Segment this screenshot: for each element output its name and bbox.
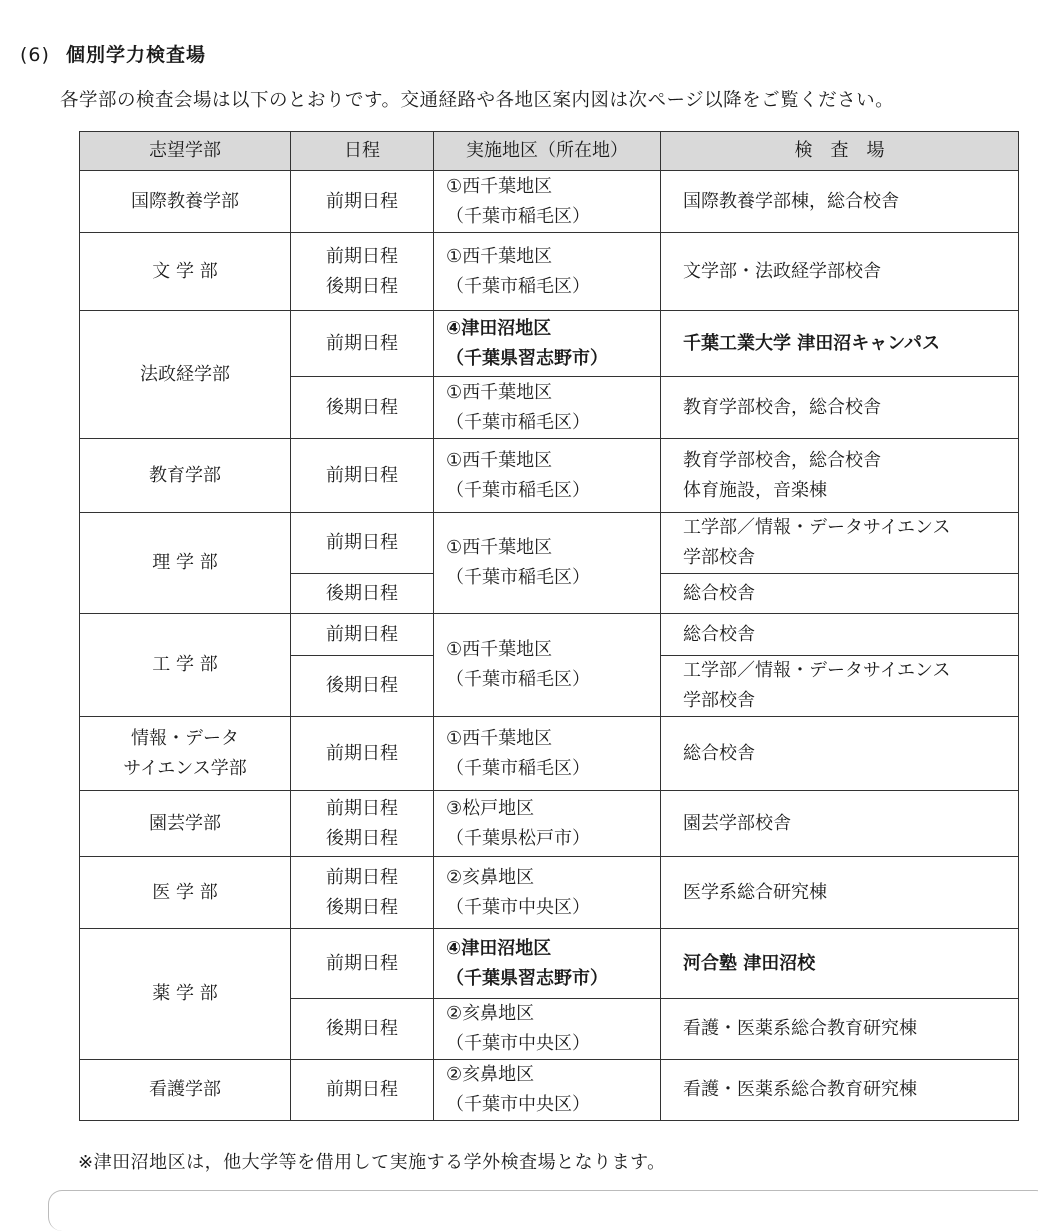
faculty-line: 園芸学部 (149, 812, 221, 834)
faculty-line: 教育学部 (149, 464, 221, 486)
district-line: （千葉県習志野市） (446, 347, 608, 369)
schedule-cell (291, 1060, 434, 1121)
district-line: （千葉市稲毛区） (446, 411, 590, 433)
district-line: ①西千葉地区 (446, 727, 553, 749)
district-cell (434, 791, 661, 857)
venue-cell (661, 614, 1019, 656)
schedule-cell (291, 929, 434, 999)
venue-line: 看護・医薬系総合教育研究棟 (683, 1079, 917, 1100)
district-line: ①西千葉地区 (446, 449, 553, 471)
venue-line: 教育学部校舎，総合校舎 (683, 396, 881, 418)
faculty-line: 情報・データ (131, 727, 239, 749)
schedule-cell (291, 857, 434, 929)
schedule-cell (291, 377, 434, 439)
district-line: （千葉市中央区） (446, 1094, 590, 1115)
schedule-line: 前期日程 (326, 464, 398, 486)
venue-cell (661, 1060, 1019, 1121)
district-line: （千葉県習志野市） (446, 967, 608, 989)
venue-line: 医学系総合研究棟 (683, 881, 827, 903)
district-cell (434, 513, 661, 614)
faculty-line: 国際教養学部 (131, 190, 239, 212)
faculty-line: 薬 学 部 (152, 983, 218, 1004)
faculty-line: 看護学部 (149, 1079, 221, 1100)
venue-line: 千葉工業大学 津田沼キャンパス (683, 332, 941, 354)
district-line: ②亥鼻地区 (446, 1003, 535, 1024)
venue-line: 文学部・法政経学部校舎 (683, 260, 881, 282)
schedule-line: 後期日程 (326, 396, 398, 418)
faculty-line: 理 学 部 (152, 552, 218, 573)
district-line: ②亥鼻地区 (446, 1064, 535, 1085)
faculty-cell (80, 929, 291, 1060)
venue-line: 総合校舎 (683, 742, 755, 764)
venue-cell (661, 171, 1019, 233)
venue-line: 園芸学部校舎 (683, 812, 791, 834)
section-heading (20, 40, 206, 67)
table-row (80, 1060, 1019, 1121)
schedule-cell (291, 311, 434, 377)
district-line: （千葉市稲毛区） (446, 757, 590, 779)
schedule-line: 後期日程 (326, 275, 398, 297)
venue-cell (661, 439, 1019, 513)
district-cell (434, 233, 661, 311)
table-header-row (80, 132, 1019, 171)
venue-cell (661, 377, 1019, 439)
venue-cell (661, 717, 1019, 791)
faculty-cell (80, 857, 291, 929)
schedule-line: 前期日程 (326, 797, 398, 819)
schedule-line: 後期日程 (326, 827, 398, 849)
schedule-line: 前期日程 (326, 532, 398, 553)
venue-cell (661, 233, 1019, 311)
faculty-cell (80, 1060, 291, 1121)
faculty-cell (80, 233, 291, 311)
district-cell (434, 857, 661, 929)
district-line: （千葉市稲毛区） (446, 669, 590, 690)
schedule-cell (291, 574, 434, 614)
district-line: （千葉市稲毛区） (446, 479, 590, 501)
district-line: （千葉市中央区） (446, 896, 590, 918)
venue-line: 体育施設，音楽棟 (683, 479, 827, 501)
venue-line: 学部校舎 (683, 547, 755, 568)
venue-line: 国際教養学部棟，総合校舎 (683, 190, 899, 212)
venue-line: 工学部／情報・データサイエンス (683, 660, 951, 681)
schedule-cell (291, 233, 434, 311)
schedule-line: 後期日程 (326, 896, 398, 918)
faculty-cell (80, 717, 291, 791)
venue-line: 看護・医薬系総合教育研究棟 (683, 1018, 917, 1039)
schedule-line: 前期日程 (326, 623, 398, 645)
district-line: ②亥鼻地区 (446, 866, 535, 888)
district-line: ①西千葉地区 (446, 175, 553, 197)
table-row (80, 791, 1019, 857)
district-line: （千葉市稲毛区） (446, 567, 590, 588)
faculty-cell (80, 791, 291, 857)
district-line: ①西千葉地区 (446, 639, 553, 660)
table-row (80, 171, 1019, 233)
venue-cell (661, 929, 1019, 999)
schedule-line: 後期日程 (326, 675, 398, 696)
district-line: ④津田沼地区 (446, 317, 552, 339)
district-cell (434, 717, 661, 791)
district-line: （千葉市稲毛区） (446, 275, 590, 297)
table-row (80, 614, 1019, 656)
table-row (80, 233, 1019, 311)
schedule-cell (291, 614, 434, 656)
footnote: ※津田沼地区は，他大学等を借用して実施する学外検査場となります。 (78, 1152, 666, 1173)
venue-table-body (80, 171, 1019, 1121)
venue-line: 総合校舎 (683, 582, 755, 604)
header-schedule: 日程 (291, 132, 434, 171)
schedule-line: 後期日程 (326, 1018, 398, 1039)
district-line: （千葉市中央区） (446, 1033, 590, 1054)
schedule-line: 前期日程 (326, 245, 398, 267)
district-line: （千葉市稲毛区） (446, 205, 590, 227)
venue-line: 学部校舎 (683, 690, 755, 711)
district-line: ④津田沼地区 (446, 937, 552, 959)
district-line: ①西千葉地区 (446, 245, 553, 267)
section-title: 個別学力検査場 (66, 44, 207, 66)
district-line: ③松戸地区 (446, 797, 535, 819)
venue-cell (661, 857, 1019, 929)
faculty-cell (80, 311, 291, 439)
district-line: （千葉県松戸市） (446, 827, 590, 849)
venue-table (79, 131, 1019, 1121)
venue-line: 河合塾 津田沼校 (683, 952, 816, 974)
district-line: ①西千葉地区 (446, 537, 553, 558)
venue-cell (661, 999, 1019, 1060)
schedule-cell (291, 717, 434, 791)
district-cell (434, 1060, 661, 1121)
schedule-cell (291, 513, 434, 574)
faculty-line: サイエンス学部 (123, 757, 247, 779)
schedule-cell (291, 439, 434, 513)
schedule-line: 前期日程 (326, 332, 398, 354)
venue-cell (661, 791, 1019, 857)
next-section-box (48, 1190, 1038, 1231)
table-row (80, 439, 1019, 513)
venue-cell (661, 513, 1019, 574)
faculty-line: 法政経学部 (140, 363, 230, 385)
schedule-cell (291, 656, 434, 717)
schedule-cell (291, 999, 434, 1060)
faculty-cell (80, 439, 291, 513)
schedule-line: 前期日程 (326, 742, 398, 764)
schedule-line: 前期日程 (326, 1079, 398, 1100)
schedule-line: 前期日程 (326, 952, 398, 974)
schedule-cell (291, 171, 434, 233)
district-cell (434, 377, 661, 439)
district-cell (434, 929, 661, 999)
venue-cell (661, 311, 1019, 377)
header-faculty: 志望学部 (80, 132, 291, 171)
faculty-cell (80, 171, 291, 233)
venue-cell (661, 574, 1019, 614)
venue-line: 教育学部校舎，総合校舎 (683, 449, 881, 471)
faculty-cell (80, 614, 291, 717)
faculty-cell (80, 513, 291, 614)
schedule-line: 前期日程 (326, 866, 398, 888)
faculty-line: 文 学 部 (152, 260, 218, 282)
district-cell (434, 999, 661, 1060)
district-cell (434, 311, 661, 377)
venue-cell (661, 656, 1019, 717)
table-row (80, 929, 1019, 999)
table-row (80, 857, 1019, 929)
table-row (80, 717, 1019, 791)
schedule-line: 後期日程 (326, 582, 398, 604)
district-cell (434, 439, 661, 513)
schedule-cell (291, 791, 434, 857)
faculty-line: 医 学 部 (152, 881, 218, 903)
venue-line: 総合校舎 (683, 623, 755, 645)
district-cell (434, 171, 661, 233)
header-district: 実施地区（所在地） (434, 132, 661, 171)
venue-line: 工学部／情報・データサイエンス (683, 517, 951, 538)
header-venue: 検 査 場 (661, 132, 1019, 171)
schedule-line: 前期日程 (326, 190, 398, 212)
district-cell (434, 614, 661, 717)
faculty-line: 工 学 部 (152, 654, 218, 675)
table-row (80, 311, 1019, 377)
table-row (80, 513, 1019, 574)
district-line: ①西千葉地区 (446, 381, 553, 403)
section-number: (6) (20, 44, 50, 66)
intro-text: 各学部の検査会場は以下のとおりです。交通経路や各地区案内図は次ページ以降をご覧ください。 (60, 90, 895, 111)
